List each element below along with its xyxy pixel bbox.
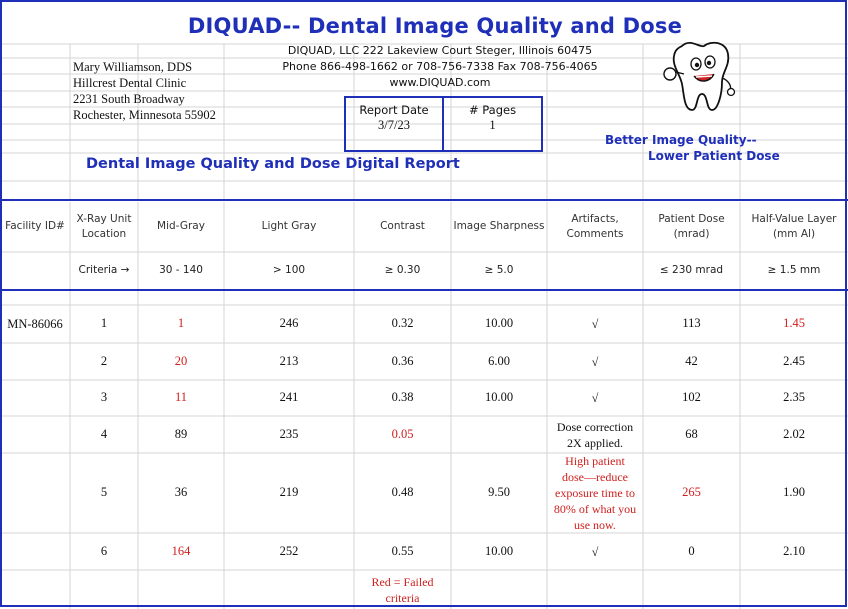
table-cell-contrast: 0.05 xyxy=(391,426,414,441)
report-date-value: 3/7/23 xyxy=(378,118,410,132)
table-cell-light: 241 xyxy=(279,390,299,404)
table-cell-sharp: 6.00 xyxy=(488,353,510,368)
column-header: Light Gray xyxy=(261,220,317,232)
pages-label: # Pages xyxy=(468,103,517,117)
tooth-mascot-icon xyxy=(660,38,742,118)
column-header: X-Ray Unit xyxy=(76,213,132,225)
column-header: Contrast xyxy=(380,220,425,232)
table-cell-contrast: 0.36 xyxy=(391,353,414,368)
criteria-cell: ≤ 230 mrad xyxy=(659,264,724,276)
criteria-cell: Criteria → xyxy=(78,264,130,276)
column-header-sub: (mrad) xyxy=(673,228,710,240)
comment-line: 2X applied. xyxy=(567,435,623,450)
slogan-line-1: Better Image Quality-- xyxy=(605,133,757,147)
column-header-sub: Comments xyxy=(566,228,624,240)
table-cell-unit: 2 xyxy=(100,353,108,368)
table-cell-contrast: 0.55 xyxy=(391,543,414,558)
table-cell-dose: 265 xyxy=(682,485,701,499)
table-cell-dose: 0 xyxy=(688,543,695,558)
pass-check-icon: √ xyxy=(591,317,599,331)
table-cell-sharp: 10.00 xyxy=(484,316,514,330)
table-cell-unit: 5 xyxy=(100,485,108,499)
criteria-cell: > 100 xyxy=(272,264,306,276)
table-cell-contrast: 0.38 xyxy=(391,390,414,404)
criteria-cell: ≥ 5.0 xyxy=(484,264,514,276)
recipient-street: 2231 South Broadway xyxy=(73,92,185,106)
column-header: Half-Value Layer xyxy=(751,213,837,225)
table-cell-light: 235 xyxy=(279,426,299,441)
recipient-name: Mary Williamson, DDS xyxy=(73,60,193,74)
legend-line-1: Red = Failed xyxy=(371,575,434,589)
table-cell-light: 213 xyxy=(279,353,299,368)
table-cell-contrast: 0.32 xyxy=(391,316,414,330)
table-cell-hvl: 2.10 xyxy=(783,543,805,558)
comment-line: High patient xyxy=(565,454,625,468)
column-header-sub: Location xyxy=(81,228,127,240)
website-link[interactable]: www.DIQUAD.com xyxy=(389,76,491,89)
comment-line: use now. xyxy=(574,518,616,532)
table-cell-mid: 36 xyxy=(174,485,188,499)
table-cell-light: 219 xyxy=(279,485,299,499)
report-title: Dental Image Quality and Dose Digital Report xyxy=(86,156,460,172)
table-cell-dose: 113 xyxy=(682,316,701,330)
comment-line: 80% of what you xyxy=(553,502,637,516)
table-cell-mid: 89 xyxy=(174,426,188,441)
comment-line: Dose correction xyxy=(556,419,634,434)
table-cell-unit: 6 xyxy=(100,543,108,558)
table-cell-dose: 102 xyxy=(682,390,701,404)
comment-line: exposure time to xyxy=(555,486,635,500)
slogan-line-2: Lower Patient Dose xyxy=(648,149,780,163)
table-cell-unit: 3 xyxy=(100,390,108,404)
page-title: DIQUAD-- Dental Image Quality and Dose xyxy=(187,14,683,38)
pass-check-icon: √ xyxy=(591,354,599,369)
table-cell-sharp: 9.50 xyxy=(488,485,510,499)
criteria-cell: ≥ 0.30 xyxy=(384,264,421,276)
pass-check-icon: √ xyxy=(591,544,599,559)
recipient-city: Rochester, Minnesota 55902 xyxy=(73,108,216,122)
comment-line: dose—reduce xyxy=(562,470,628,484)
table-cell-hvl: 2.02 xyxy=(783,426,805,441)
pass-check-icon: √ xyxy=(591,391,599,405)
criteria-cell: 30 - 140 xyxy=(159,264,203,276)
table-cell-sharp: 10.00 xyxy=(484,543,514,558)
company-address-line: DIQUAD, LLC 222 Lakeview Court Steger, Illinois 60475 xyxy=(287,44,593,57)
table-cell-light: 246 xyxy=(279,316,299,330)
table-cell-dose: 42 xyxy=(685,353,698,368)
column-header: Patient Dose xyxy=(658,213,725,225)
table-cell-unit: 4 xyxy=(100,426,108,441)
pages-value: 1 xyxy=(489,118,496,132)
facility-id: MN-86066 xyxy=(7,317,63,331)
column-header: Image Sharpness xyxy=(453,220,545,232)
column-header-sub: (mm Al) xyxy=(772,228,816,240)
phone-fax-line: Phone 866-498-1662 or 708-756-7338 Fax 708-756-4065 xyxy=(282,60,598,73)
table-cell-mid: 164 xyxy=(171,543,191,558)
report-date-label: Report Date xyxy=(359,103,429,117)
table-cell-unit: 1 xyxy=(100,316,108,330)
table-cell-mid: 1 xyxy=(177,316,185,330)
criteria-cell: ≥ 1.5 mm xyxy=(767,264,821,276)
table-cell-light: 252 xyxy=(279,543,299,558)
table-cell-hvl: 1.45 xyxy=(783,316,805,330)
table-cell-contrast: 0.48 xyxy=(391,485,414,499)
column-header: Mid-Gray xyxy=(157,220,205,232)
recipient-clinic: Hillcrest Dental Clinic xyxy=(73,76,187,90)
table-cell-hvl: 2.35 xyxy=(783,390,805,404)
table-cell-hvl: 1.90 xyxy=(783,485,805,499)
table-cell-dose: 68 xyxy=(685,426,698,441)
table-cell-mid: 20 xyxy=(174,353,188,368)
table-cell-sharp: 10.00 xyxy=(484,390,514,404)
legend-line-2: criteria xyxy=(385,591,420,605)
table-cell-hvl: 2.45 xyxy=(783,353,805,368)
column-header: Facility ID# xyxy=(5,220,65,232)
column-header: Artifacts, xyxy=(571,213,619,225)
table-cell-mid: 11 xyxy=(174,390,188,404)
